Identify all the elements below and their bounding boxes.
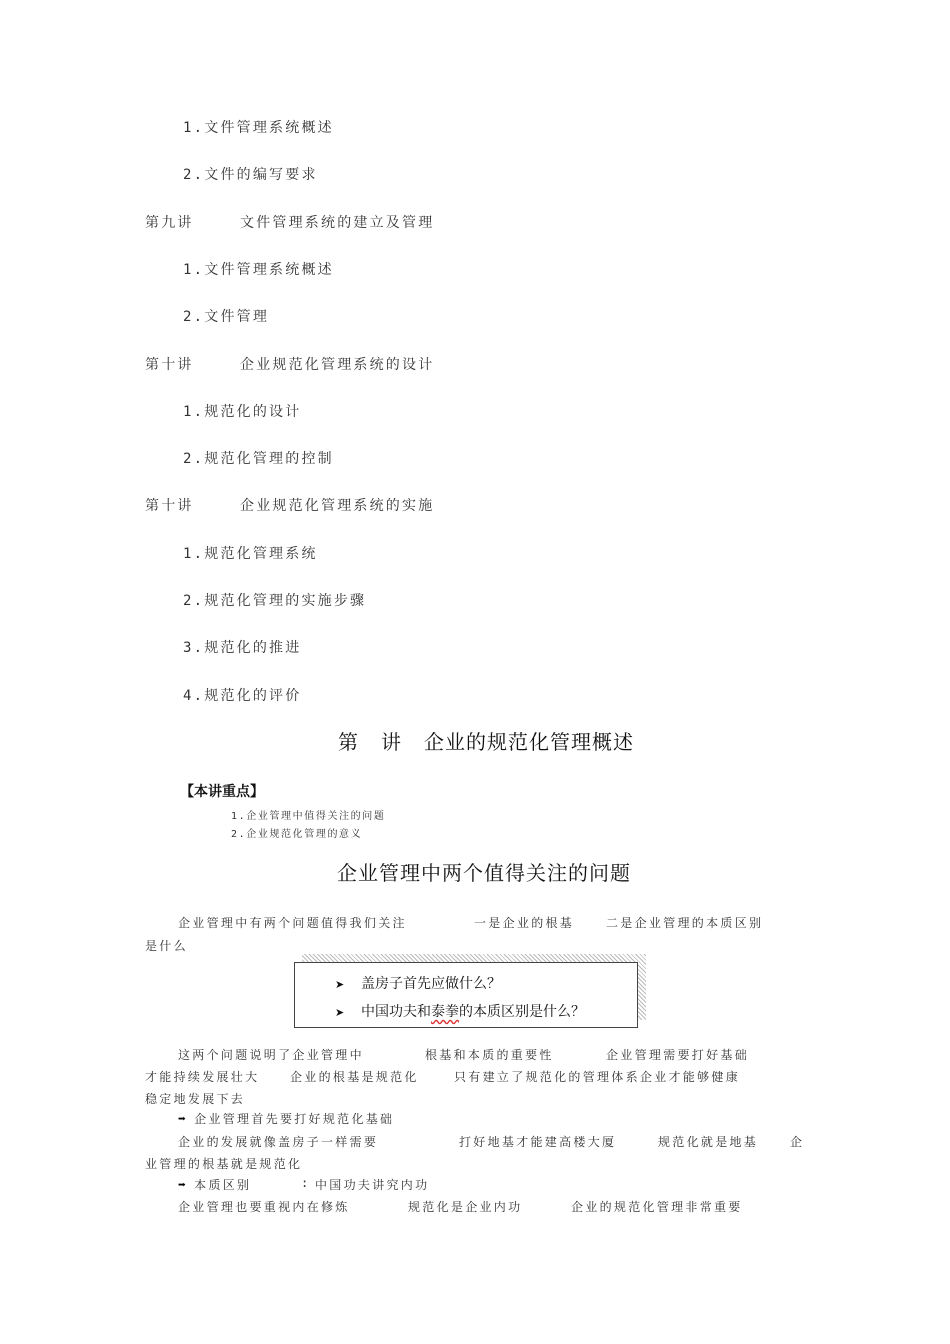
lecture-title: [338, 726, 634, 755]
outline-section-label: 第九讲: [145, 214, 194, 231]
outline-section-label: 第十讲: [145, 356, 194, 373]
section-title: 企业管理中两个值得关注的问题: [337, 861, 631, 885]
para2-l1-seg1: 这两个问题说明了企业管理中: [178, 1048, 364, 1062]
arrow-point-2-text: 中国功夫讲究内功: [315, 1178, 430, 1192]
right-arrow-icon: ➡: [178, 1178, 189, 1193]
outline-item: 3.规范化的推进: [183, 640, 302, 657]
para3-seg2: 打好地基才能建高楼大厦: [459, 1135, 617, 1149]
question-2-text-c: 的本质区别是什么？: [459, 1004, 585, 1020]
question-2: [335, 1001, 585, 1021]
para1-seg2: 一是企业的根基: [474, 916, 575, 930]
arrow-point-2-label: 本质区别: [194, 1178, 252, 1192]
para2-l3: 稳定地发展下去: [145, 1092, 246, 1106]
arrow-point-2: [178, 1176, 251, 1193]
question-box: [294, 962, 638, 1028]
question-1-text: 盖房子首先应做什么？: [361, 976, 501, 992]
para2-l1-seg3: 企业管理需要打好基础: [606, 1048, 750, 1062]
question-1: [335, 973, 501, 993]
outline-item: 2.文件管理: [183, 309, 270, 326]
outline-item: 1.文件管理系统概述: [183, 261, 334, 278]
outline-item: 1.文件管理系统概述: [183, 120, 334, 136]
arrow-point-2-colon: :: [301, 1176, 311, 1190]
focus-item: 1.企业管理中值得关注的问题: [231, 811, 386, 822]
outline-item: 4.规范化的评价: [183, 687, 302, 704]
outline-item: 1.规范化的设计: [183, 403, 302, 420]
para2-l2-seg3: 只有建立了规范化的管理体系企业才能够健康: [454, 1070, 741, 1084]
lecture-title-mid: 讲: [381, 730, 402, 754]
outline-item: 2.文件的编写要求: [183, 167, 318, 184]
outline-section-title: 企业规范化管理系统的设计: [240, 356, 435, 373]
outline-section-title: 企业规范化管理系统的实施: [240, 498, 435, 515]
arrowhead-bullet-icon: ➤: [335, 978, 345, 991]
para2-l2-seg1: 才能持续发展壮大: [145, 1070, 260, 1084]
para4-seg1: 企业管理也要重视内在修炼: [178, 1200, 350, 1214]
para1-line2: 是什么: [145, 939, 188, 953]
right-arrow-icon: ➡: [178, 1112, 189, 1127]
outline-item: 1.规范化管理系统: [183, 545, 318, 562]
outline-item: 2.规范化管理的控制: [183, 451, 334, 468]
lecture-title-main: 企业的规范化管理概述: [424, 730, 634, 754]
para1-seg1: 企业管理中有两个问题值得我们关注: [178, 916, 407, 930]
lecture-title-prefix: 第: [338, 730, 359, 754]
question-2-text-a: 中国功夫和: [361, 1004, 431, 1020]
focus-heading: 【本讲重点】: [180, 784, 264, 800]
para1-seg3: 二是企业管理的本质区别: [606, 916, 764, 930]
para2-l1-seg2: 根基和本质的重要性: [425, 1048, 554, 1062]
outline-item: 2.规范化管理的实施步骤: [183, 593, 367, 609]
focus-item: 2.企业规范化管理的意义: [231, 829, 363, 840]
outline-section-title: 文件管理系统的建立及管理: [240, 214, 435, 231]
para3-seg3: 规范化就是地基: [658, 1135, 759, 1149]
arrowhead-bullet-icon: ➤: [335, 1006, 345, 1019]
para2-l2-seg2: 企业的根基是规范化: [290, 1070, 419, 1084]
question-2-text-b: 泰拳: [431, 1004, 459, 1020]
para3-line2: 业管理的根基就是规范化: [145, 1157, 303, 1171]
outline-section-label: 第十讲: [145, 498, 194, 515]
arrow-point-1-text: 企业管理首先要打好规范化基础: [194, 1112, 395, 1126]
para3-seg4: 企: [790, 1135, 805, 1149]
para4-seg2: 规范化是企业内功: [408, 1200, 523, 1214]
para3-seg1: 企业的发展就像盖房子一样需要: [178, 1135, 379, 1149]
arrow-point-1: [178, 1110, 394, 1127]
para4-seg3: 企业的规范化管理非常重要: [571, 1200, 743, 1214]
